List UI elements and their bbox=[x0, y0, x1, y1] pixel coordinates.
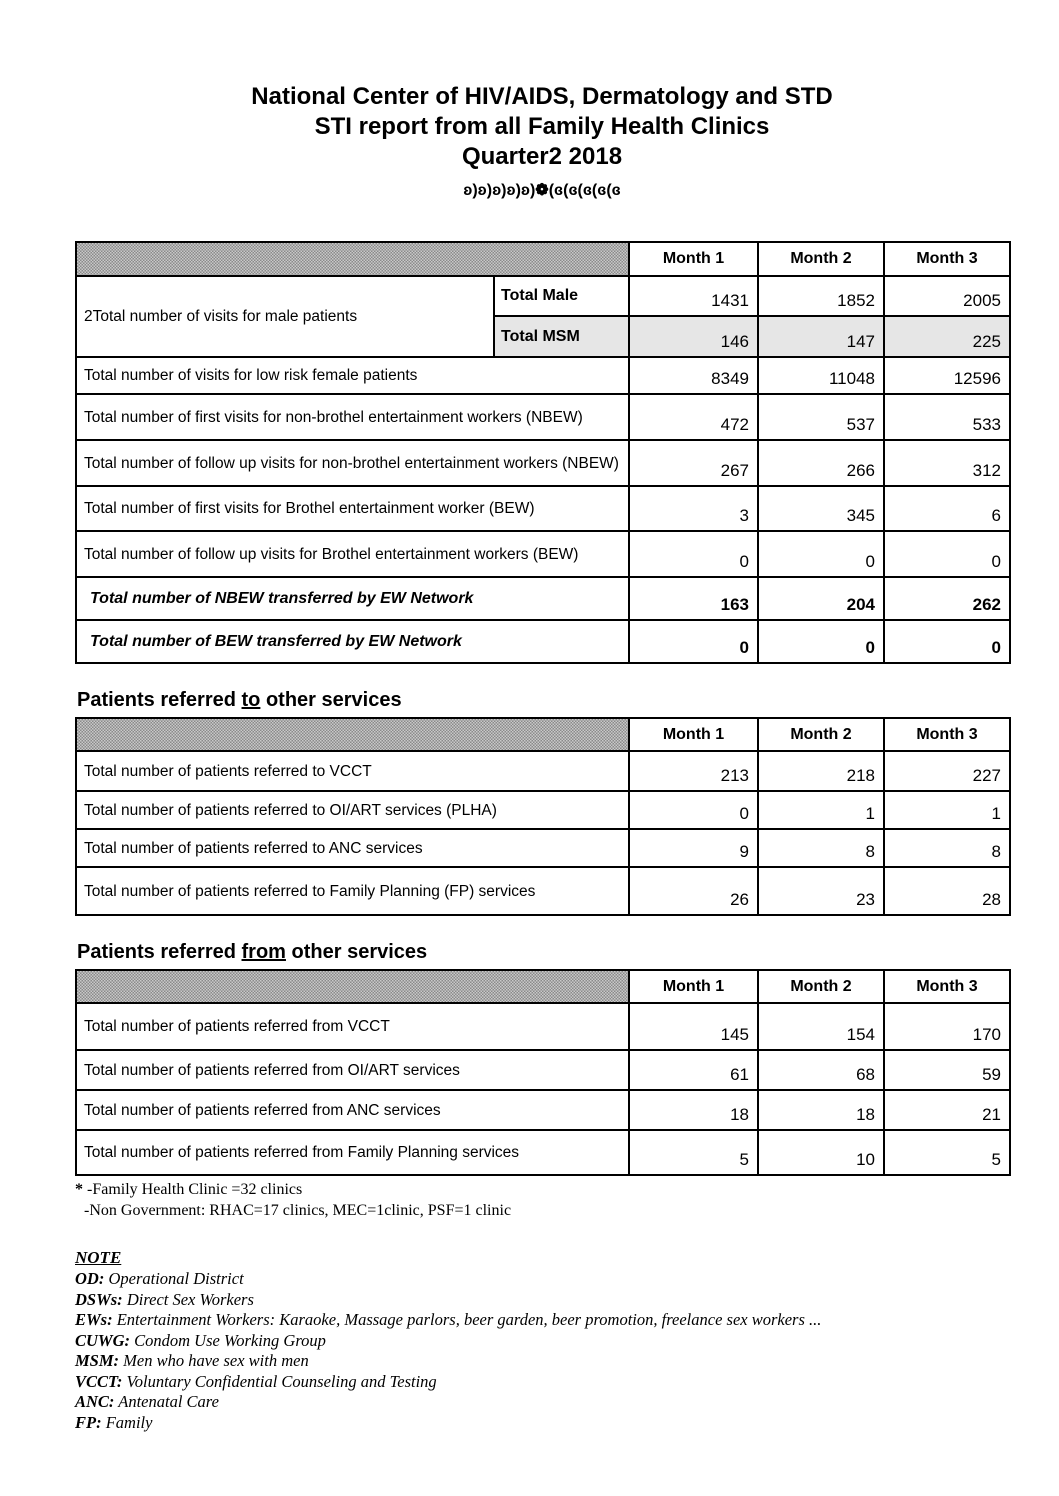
referred-to-month-3-header: Month 3 bbox=[884, 718, 1010, 751]
referred-from-vcct-m3: 170 bbox=[884, 1003, 1010, 1050]
report-header bbox=[75, 0, 1009, 200]
note-abbr-ews: EWs: bbox=[75, 1310, 113, 1329]
report-content bbox=[75, 0, 1009, 1433]
referred-from-oiart-m2: 68 bbox=[758, 1050, 884, 1090]
report-title-line3: Quarter2 2018 bbox=[461, 143, 623, 170]
note-abbr-cuwg: CUWG: bbox=[75, 1330, 131, 1350]
low-risk-female-m1: 8349 bbox=[629, 357, 758, 394]
note-item-cuwg bbox=[75, 1331, 1009, 1352]
note-text-ews: Entertainment Workers: Karaoke, Massage parlors, beer garden, beer promotion, freelance sex workers ... bbox=[112, 1310, 822, 1329]
referred-from-fp-m2: 10 bbox=[758, 1130, 884, 1175]
bew-transferred-m2: 0 bbox=[758, 620, 884, 663]
month-3-header: Month 3 bbox=[884, 242, 1010, 276]
referred-from-anc-label: Total number of patients referred from ANC services bbox=[76, 1090, 629, 1130]
referred-from-month-3-header: Month 3 bbox=[884, 970, 1010, 1003]
referred-from-title-prefix: Patients referred bbox=[77, 941, 242, 963]
total-male-label: Total Male bbox=[494, 276, 629, 316]
bew-transferred-m1: 0 bbox=[629, 620, 758, 663]
referred-from-anc-m3: 21 bbox=[884, 1090, 1010, 1130]
total-male-m3: 2005 bbox=[884, 276, 1010, 316]
report-title-line2: STI report from all Family Health Clinics bbox=[314, 113, 770, 140]
referred-from-month-2-header: Month 2 bbox=[758, 970, 884, 1003]
referred-to-month-1-header: Month 1 bbox=[629, 718, 758, 751]
bew-first-visits-row bbox=[76, 486, 1010, 531]
footnote-line-1 bbox=[75, 1179, 1009, 1200]
referred-to-oiart-m2: 1 bbox=[758, 791, 884, 829]
note-abbr-vcct: VCCT: bbox=[75, 1371, 123, 1391]
referred-from-anc-m1: 18 bbox=[629, 1090, 758, 1130]
note-abbr-od: OD: bbox=[75, 1269, 105, 1288]
note-block bbox=[75, 1248, 1009, 1433]
visits-table-header-row bbox=[76, 242, 1010, 276]
nbew-follow-up-m3: 312 bbox=[884, 440, 1010, 486]
note-text-vcct: Voluntary Confidential Counseling and Testing bbox=[122, 1371, 437, 1391]
referred-from-month-1-header: Month 1 bbox=[629, 970, 758, 1003]
note-abbr-msm: MSM: bbox=[75, 1351, 120, 1370]
low-risk-female-row bbox=[76, 357, 1010, 394]
referred-to-section-title bbox=[77, 664, 1009, 717]
note-item-msm bbox=[75, 1351, 1009, 1372]
referred-to-anc-m2: 8 bbox=[758, 829, 884, 867]
referred-from-vcct-row bbox=[76, 1003, 1010, 1050]
nbew-transferred-m3: 262 bbox=[884, 577, 1010, 620]
note-item-dsws bbox=[75, 1290, 1009, 1311]
nbew-transferred-row bbox=[76, 577, 1010, 620]
note-text-od: Operational District bbox=[104, 1269, 244, 1288]
note-text-dsws: Direct Sex Workers bbox=[122, 1289, 254, 1309]
referred-from-title-suffix: other services bbox=[285, 941, 428, 963]
referred-from-fp-label: Total number of patients referred from Family Planning services bbox=[76, 1130, 629, 1175]
nbew-first-visits-m2: 537 bbox=[758, 394, 884, 440]
nbew-follow-up-row bbox=[76, 440, 1010, 486]
referred-from-vcct-label: Total number of patients referred from VCCT bbox=[76, 1003, 629, 1050]
note-item-fp bbox=[75, 1413, 1009, 1434]
referred-to-month-2-header: Month 2 bbox=[758, 718, 884, 751]
referred-to-vcct-row bbox=[76, 751, 1010, 791]
note-item-anc bbox=[75, 1392, 1009, 1413]
clinic-footnotes bbox=[75, 1179, 1009, 1221]
referred-from-section-title bbox=[77, 916, 1009, 969]
referred-from-corner-cell bbox=[76, 970, 629, 1003]
referred-to-oiart-m1: 0 bbox=[629, 791, 758, 829]
total-male-row bbox=[76, 276, 1010, 316]
note-item-ews bbox=[75, 1310, 1009, 1331]
nbew-follow-up-label: Total number of follow up visits for non-brothel entertainment workers (NBEW) bbox=[76, 440, 629, 486]
bew-first-visits-m3: 6 bbox=[884, 486, 1010, 531]
note-abbr-fp: FP: bbox=[75, 1412, 102, 1432]
nbew-follow-up-m2: 266 bbox=[758, 440, 884, 486]
total-male-m1: 1431 bbox=[629, 276, 758, 316]
bew-transferred-m3: 0 bbox=[884, 620, 1010, 663]
referred-from-fp-m3: 5 bbox=[884, 1130, 1010, 1175]
total-male-m2: 1852 bbox=[758, 276, 884, 316]
referred-from-oiart-m3: 59 bbox=[884, 1050, 1010, 1090]
total-msm-label: Total MSM bbox=[494, 316, 629, 357]
referred-to-table bbox=[75, 717, 1011, 916]
low-risk-female-m2: 11048 bbox=[758, 357, 884, 394]
referred-to-vcct-m3: 227 bbox=[884, 751, 1010, 791]
referred-from-fp-row bbox=[76, 1130, 1010, 1175]
referred-to-oiart-m3: 1 bbox=[884, 791, 1010, 829]
total-msm-m2: 147 bbox=[758, 316, 884, 357]
note-text-anc: Antenatal Care bbox=[114, 1392, 219, 1411]
referred-to-fp-row bbox=[76, 867, 1010, 915]
referred-to-fp-m3: 28 bbox=[884, 867, 1010, 915]
footnote-line-2: -Non Government: RHAC=17 clinics, MEC=1clinic, PSF=1 clinic bbox=[84, 1202, 512, 1219]
referred-to-anc-row bbox=[76, 829, 1010, 867]
referred-from-anc-m2: 18 bbox=[758, 1090, 884, 1130]
nbew-first-visits-label: Total number of first visits for non-brothel entertainment workers (NBEW) bbox=[76, 394, 629, 440]
note-heading: NOTE bbox=[75, 1248, 122, 1267]
referred-to-title-prefix: Patients referred bbox=[77, 689, 242, 711]
visits-table bbox=[75, 241, 1011, 664]
referred-from-title-underlined: from bbox=[241, 941, 286, 963]
referred-from-anc-row bbox=[76, 1090, 1010, 1130]
referred-to-fp-m1: 26 bbox=[629, 867, 758, 915]
nbew-first-visits-m3: 533 bbox=[884, 394, 1010, 440]
bew-first-visits-label: Total number of first visits for Brothel entertainment worker (BEW) bbox=[76, 486, 629, 531]
footnote-asterisk: * bbox=[75, 1181, 83, 1198]
referred-to-fp-m2: 23 bbox=[758, 867, 884, 915]
referred-to-anc-m1: 9 bbox=[629, 829, 758, 867]
referred-to-vcct-m1: 213 bbox=[629, 751, 758, 791]
bew-follow-up-label: Total number of follow up visits for Brothel entertainment workers (BEW) bbox=[76, 531, 629, 577]
nbew-transferred-m1: 163 bbox=[629, 577, 758, 620]
referred-from-vcct-m1: 145 bbox=[629, 1003, 758, 1050]
low-risk-female-m3: 12596 bbox=[884, 357, 1010, 394]
note-abbr-anc: ANC: bbox=[75, 1392, 115, 1411]
bew-transferred-label: Total number of BEW transferred by EW Network bbox=[76, 620, 629, 663]
note-item-vcct bbox=[75, 1372, 1009, 1393]
note-text-fp: Family bbox=[101, 1412, 153, 1432]
referred-from-header-row bbox=[76, 970, 1010, 1003]
total-msm-m1: 146 bbox=[629, 316, 758, 357]
bew-follow-up-m1: 0 bbox=[629, 531, 758, 577]
referred-to-vcct-label: Total number of patients referred to VCCT bbox=[76, 751, 629, 791]
nbew-transferred-label: Total number of NBEW transferred by EW Network bbox=[76, 577, 629, 620]
total-msm-m3: 225 bbox=[884, 316, 1010, 357]
bew-first-visits-m1: 3 bbox=[629, 486, 758, 531]
note-text-cuwg: Condom Use Working Group bbox=[130, 1330, 326, 1350]
note-item-od bbox=[75, 1269, 1009, 1290]
bew-follow-up-m2: 0 bbox=[758, 531, 884, 577]
referred-to-oiart-row bbox=[76, 791, 1010, 829]
nbew-follow-up-m1: 267 bbox=[629, 440, 758, 486]
bew-follow-up-m3: 0 bbox=[884, 531, 1010, 577]
referred-from-oiart-row bbox=[76, 1050, 1010, 1090]
nbew-first-visits-row bbox=[76, 394, 1010, 440]
nbew-first-visits-m1: 472 bbox=[629, 394, 758, 440]
footnote-line-1-text: -Family Health Clinic =32 clinics bbox=[83, 1181, 303, 1198]
referred-to-header-row bbox=[76, 718, 1010, 751]
note-abbr-dsws: DSWs: bbox=[75, 1289, 123, 1309]
referred-from-vcct-m2: 154 bbox=[758, 1003, 884, 1050]
referred-to-anc-label: Total number of patients referred to ANC services bbox=[76, 829, 629, 867]
referred-from-fp-m1: 5 bbox=[629, 1130, 758, 1175]
month-2-header: Month 2 bbox=[758, 242, 884, 276]
male-visits-label: 2Total number of visits for male patients bbox=[76, 276, 494, 357]
referred-to-corner-cell bbox=[76, 718, 629, 751]
bew-follow-up-row bbox=[76, 531, 1010, 577]
report-title-line1: National Center of HIV/AIDS, Dermatology and STD bbox=[251, 83, 833, 110]
low-risk-female-label: Total number of visits for low risk female patients bbox=[76, 357, 629, 394]
note-text-msm: Men who have sex with men bbox=[119, 1351, 309, 1370]
referred-from-table bbox=[75, 969, 1011, 1176]
bew-first-visits-m2: 345 bbox=[758, 486, 884, 531]
visits-table-corner-cell bbox=[76, 242, 629, 276]
nbew-transferred-m2: 204 bbox=[758, 577, 884, 620]
referred-to-anc-m3: 8 bbox=[884, 829, 1010, 867]
referred-to-oiart-label: Total number of patients referred to OI/ART services (PLHA) bbox=[76, 791, 629, 829]
referred-to-title-suffix: other services bbox=[260, 689, 402, 711]
decorative-ornament: ʚ)ʚ)ʚ)ʚ)ʚ)❁(ɞ(ɞ(ɞ(ɞ(ɞ bbox=[463, 182, 621, 199]
referred-from-oiart-label: Total number of patients referred from OI/ART services bbox=[76, 1050, 629, 1090]
referred-to-vcct-m2: 218 bbox=[758, 751, 884, 791]
referred-from-oiart-m1: 61 bbox=[629, 1050, 758, 1090]
referred-to-title-underlined: to bbox=[241, 689, 261, 711]
referred-to-fp-label: Total number of patients referred to Family Planning (FP) services bbox=[76, 867, 629, 915]
month-1-header: Month 1 bbox=[629, 242, 758, 276]
bew-transferred-row bbox=[76, 620, 1010, 663]
